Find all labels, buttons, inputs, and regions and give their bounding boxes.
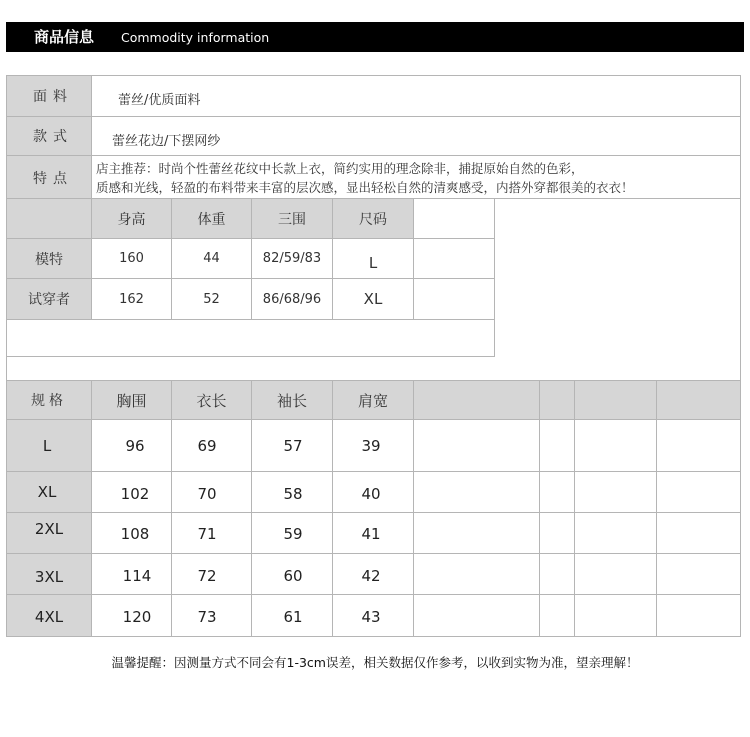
model-header-height: 身高 bbox=[117, 211, 146, 228]
model-header-size: 尺码 bbox=[359, 211, 387, 228]
grid-line bbox=[494, 198, 495, 357]
size-table-corner: 规格 bbox=[31, 393, 67, 409]
measurement-note: 温馨提醒：因测量方式不同会有1-3cm误差，相关数据仅作参考，以收到实物为准，望亲理解！ bbox=[111, 655, 639, 670]
size-cell: 96 bbox=[125, 436, 145, 455]
model-header-measurements: 三围 bbox=[278, 211, 306, 228]
size-header-sleeve: 袖长 bbox=[276, 391, 307, 410]
size-row-label: XL bbox=[37, 483, 57, 501]
size-cell: 102 bbox=[120, 485, 150, 503]
grid-line bbox=[740, 75, 741, 382]
size-cell: 42 bbox=[361, 567, 381, 585]
size-cell: 59 bbox=[283, 525, 303, 543]
size-cell: 69 bbox=[197, 436, 217, 455]
size-row-label: 3XL bbox=[34, 568, 64, 586]
size-cell: 72 bbox=[197, 567, 217, 585]
size-cell: 41 bbox=[361, 525, 381, 543]
tester-cell: 162 bbox=[119, 291, 144, 307]
feature-line-2: 质感和光线，轻盈的布料带来丰富的层次感，显出轻松自然的清爽感受，内搭外穿都很美的衣衣！ bbox=[96, 180, 634, 195]
model-cell: 44 bbox=[203, 251, 220, 266]
grid-line bbox=[6, 155, 741, 156]
model-cell: 82/59/83 bbox=[262, 251, 322, 266]
model-row-label: 模特 bbox=[35, 251, 63, 268]
fabric-label: 面料 bbox=[33, 89, 73, 105]
size-cell: 61 bbox=[283, 608, 303, 626]
tester-row-label: 试穿者 bbox=[28, 292, 70, 308]
size-cell: 60 bbox=[283, 567, 303, 585]
size-cell: 70 bbox=[197, 485, 217, 503]
size-row-label: 2XL bbox=[34, 520, 64, 538]
tester-cell: 52 bbox=[203, 291, 220, 307]
grid-line bbox=[413, 198, 414, 320]
size-cell: 120 bbox=[122, 608, 152, 626]
style-label: 款式 bbox=[33, 129, 73, 145]
feature-line-1: 店主推荐：时尚个性蕾丝花纹中长款上衣，简约实用的理念除非，捕捉原始自然的色彩， bbox=[96, 161, 584, 176]
size-cell: 108 bbox=[120, 525, 150, 543]
size-cell: 40 bbox=[361, 485, 381, 503]
grid-line bbox=[6, 75, 741, 76]
feature-label: 特点 bbox=[33, 171, 73, 187]
size-cell: 43 bbox=[361, 608, 381, 626]
size-cell: 73 bbox=[197, 608, 217, 626]
size-cell: 58 bbox=[283, 485, 303, 503]
header-title-en: Commodity information bbox=[121, 30, 270, 45]
size-cell: 39 bbox=[361, 436, 381, 455]
style-value: 蕾丝花边/下摆网纱 bbox=[112, 134, 221, 149]
tester-cell: XL bbox=[363, 290, 383, 308]
grid-line bbox=[6, 356, 495, 357]
fabric-value: 蕾丝/优质面料 bbox=[118, 93, 201, 108]
size-cell: 71 bbox=[197, 525, 217, 543]
grid-line bbox=[413, 380, 414, 637]
grid-line bbox=[6, 116, 741, 117]
model-cell: L bbox=[368, 253, 378, 272]
size-row-label: L bbox=[42, 436, 52, 455]
header-title-zh: 商品信息 bbox=[34, 28, 95, 46]
size-cell: 114 bbox=[122, 567, 152, 585]
size-header-bust: 胸围 bbox=[116, 391, 147, 410]
grid-line bbox=[656, 380, 657, 637]
size-row-label: 4XL bbox=[34, 608, 64, 626]
size-header-length: 衣长 bbox=[196, 391, 227, 410]
grid-line bbox=[6, 471, 741, 472]
size-cell: 57 bbox=[283, 436, 303, 455]
grid-line bbox=[574, 380, 575, 637]
header-bar bbox=[6, 22, 744, 52]
size-header-shoulder: 肩宽 bbox=[357, 391, 388, 410]
model-cell: 160 bbox=[119, 251, 144, 266]
grid-line bbox=[91, 75, 92, 199]
tester-cell: 86/68/96 bbox=[262, 291, 322, 307]
model-header-weight: 体重 bbox=[197, 211, 226, 228]
grid-line bbox=[539, 380, 540, 637]
